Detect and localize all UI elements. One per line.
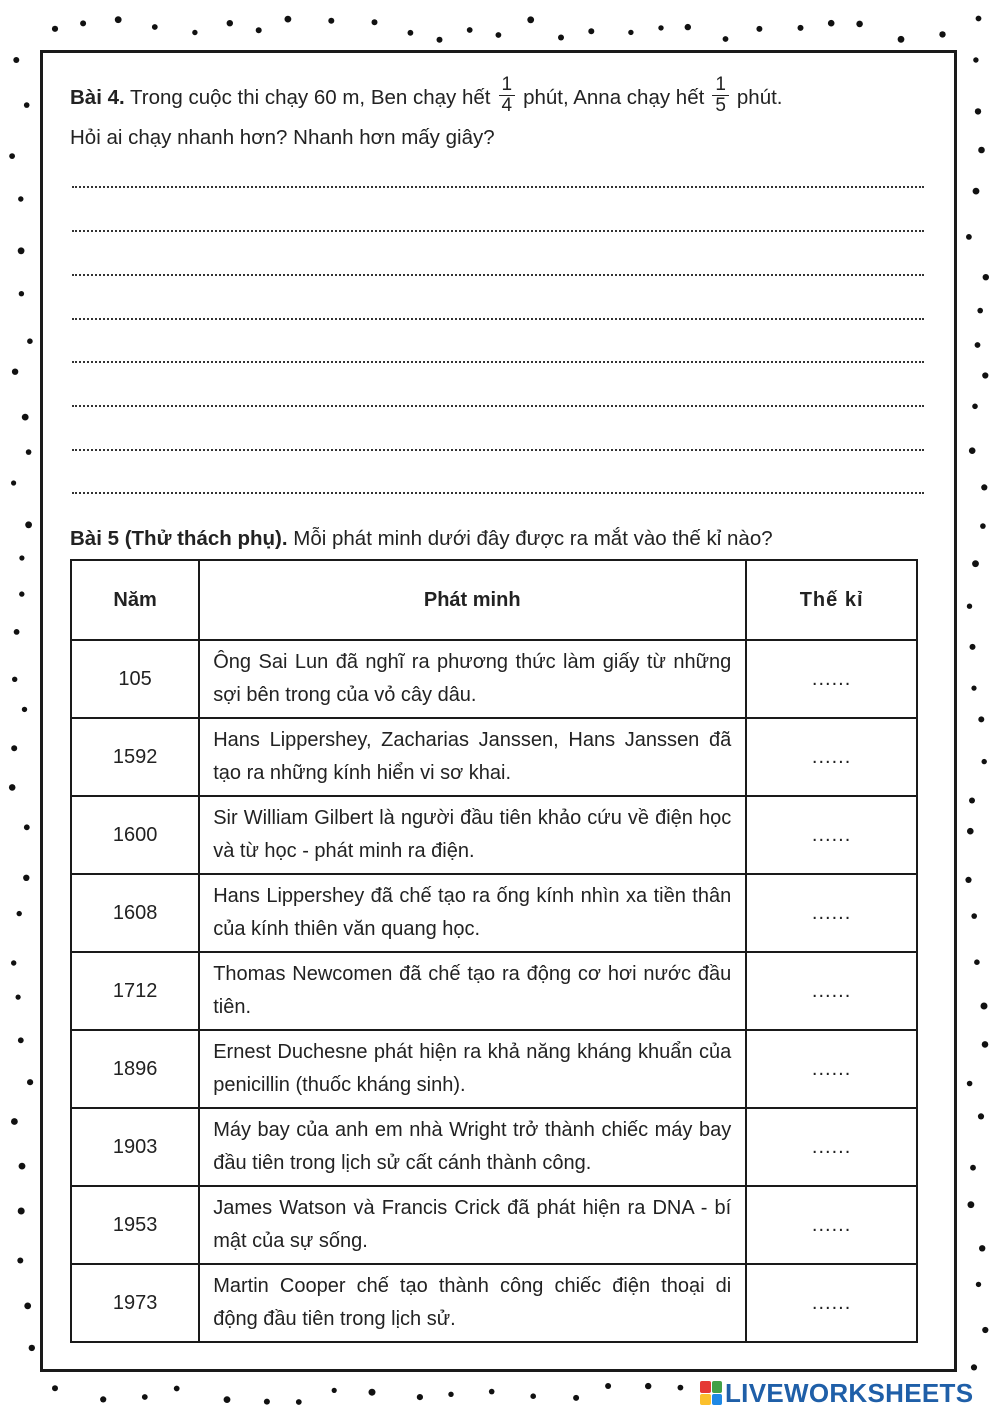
decorative-dot (588, 28, 594, 34)
logo-badge-tile (712, 1381, 723, 1393)
decorative-dot (24, 824, 30, 830)
decorative-dot (11, 480, 16, 485)
decorative-dot (18, 247, 25, 254)
question-4-text-after: phút. (736, 85, 783, 109)
decorative-dot (981, 484, 987, 490)
question-4-line-1 (70, 74, 930, 119)
century-answer-field[interactable]: ...... (746, 1186, 917, 1264)
decorative-dot (52, 1385, 58, 1391)
question-4-text-before: Trong cuộc thi chạy 60 m, Ben chạy hết (130, 85, 491, 109)
decorative-dot (19, 1163, 26, 1170)
decorative-dot (24, 102, 30, 108)
decorative-dot (968, 1201, 975, 1208)
question-5-text: Mỗi phát minh dưới đây được ra mắt vào thế kỉ nào? (293, 527, 773, 550)
century-answer-field[interactable]: ...... (746, 1030, 917, 1108)
answer-line[interactable] (72, 230, 924, 232)
invention-cell: Martin Cooper chế tạo thành công chiếc điện thoại di động đầu tiên trong lịch sử. (199, 1264, 746, 1342)
table-row (71, 1264, 917, 1342)
decorative-dot (17, 911, 22, 916)
decorative-dot (192, 30, 197, 35)
century-answer-field[interactable]: ...... (746, 952, 917, 1030)
invention-cell: Máy bay của anh em nhà Wright trở thành chiếc máy bay đầu tiên trong lịch sử cất cánh thành công. (199, 1108, 746, 1186)
decorative-dot (971, 686, 976, 691)
decorative-dot (982, 372, 988, 378)
decorative-dot (26, 449, 32, 455)
decorative-dot (645, 1383, 651, 1389)
table-row (71, 1186, 917, 1264)
decorative-dot (448, 1392, 453, 1397)
decorative-dot (296, 1399, 302, 1405)
decorative-dot (12, 369, 18, 375)
year-cell: 105 (71, 640, 199, 718)
answer-line[interactable] (72, 361, 924, 363)
century-answer-field[interactable]: ...... (746, 1264, 917, 1342)
answer-line[interactable] (72, 405, 924, 407)
year-cell: 1953 (71, 1186, 199, 1264)
decorative-dot (115, 16, 122, 23)
question-4-label: Bài 4. (70, 85, 125, 109)
decorative-dot (22, 707, 27, 712)
decorative-dot (628, 30, 633, 35)
decorative-dot (27, 338, 33, 344)
decorative-dot (467, 27, 473, 33)
decorative-dot (965, 877, 971, 883)
decorative-dot (527, 16, 534, 23)
decorative-dot (756, 26, 762, 32)
liveworksheets-logo[interactable] (700, 1378, 973, 1408)
decorative-dot (976, 1282, 981, 1287)
decorative-dot (976, 16, 982, 22)
decorative-dot (975, 342, 981, 348)
decorative-dot (723, 36, 729, 42)
decorative-dot (417, 1394, 423, 1400)
decorative-dot (678, 1385, 684, 1391)
decorative-dot (982, 1327, 988, 1333)
answer-line[interactable] (72, 492, 924, 494)
decorative-dot (898, 36, 905, 43)
decorative-dot (966, 234, 972, 240)
answer-line[interactable] (72, 318, 924, 320)
answer-line[interactable] (72, 274, 924, 276)
decorative-dot (939, 31, 945, 37)
decorative-dot (973, 57, 978, 62)
decorative-dot (828, 20, 835, 27)
decorative-dot (967, 604, 972, 609)
inventions-table (70, 559, 918, 1343)
header-century: Thế kỉ (746, 560, 917, 640)
decorative-dot (972, 560, 979, 567)
decorative-dot (971, 913, 977, 919)
table-row (71, 796, 917, 874)
decorative-dot (982, 759, 987, 764)
decorative-dot (573, 1395, 579, 1401)
header-year: Năm (71, 560, 199, 640)
decorative-dot (27, 1079, 33, 1085)
invention-cell: James Watson và Francis Crick đã phát hiện ra DNA - bí mật của sự sống. (199, 1186, 746, 1264)
decorative-dot (80, 20, 86, 26)
table-row (71, 718, 917, 796)
decorative-dot (530, 1393, 536, 1399)
decorative-dot (978, 147, 985, 154)
century-answer-field[interactable]: ...... (746, 796, 917, 874)
decorative-dot (967, 1081, 973, 1087)
decorative-dot (605, 1383, 611, 1389)
year-cell: 1592 (71, 718, 199, 796)
decorative-dot (978, 1113, 984, 1119)
table-row (71, 952, 917, 1030)
year-cell: 1712 (71, 952, 199, 1030)
question-5-label: Bài 5 (Thử thách phụ). (70, 527, 288, 550)
logo-badge-icon (700, 1381, 722, 1405)
decorative-dot (11, 960, 16, 965)
decorative-dot (18, 1208, 25, 1215)
logo-badge-tile (700, 1381, 711, 1393)
decorative-dot (22, 414, 29, 421)
decorative-dot (982, 1041, 989, 1048)
invention-cell: Sir William Gilbert là người đầu tiên khảo cứu về điện học và từ học - phát minh ra điện. (199, 796, 746, 874)
fraction-one-quarter: $\frac{1}{4}$ (499, 75, 516, 116)
invention-cell: Ông Sai Lun đã nghĩ ra phương thức làm giấy từ những sợi bên trong của vỏ cây dâu. (199, 640, 746, 718)
decorative-dot (973, 188, 980, 195)
decorative-dot (52, 26, 58, 32)
logo-text: LIVEWORKSHEETS (725, 1377, 974, 1408)
logo-badge-tile (700, 1394, 711, 1406)
decorative-dot (658, 25, 663, 30)
year-cell: 1608 (71, 874, 199, 952)
decorative-dot (437, 37, 443, 43)
century-answer-field[interactable]: ...... (746, 1108, 917, 1186)
fraction-one-fifth: $\frac{1}{5}$ (712, 75, 729, 116)
year-cell: 1973 (71, 1264, 199, 1342)
decorative-dot (12, 677, 17, 682)
century-answer-field[interactable]: ...... (746, 640, 917, 718)
question-4-text-mid: phút, Anna chạy hết (523, 85, 705, 109)
invention-cell: Thomas Newcomen đã chế tạo ra động cơ hơi nước đầu tiên. (199, 952, 746, 1030)
header-invention: Phát minh (199, 560, 746, 640)
decorative-dot (227, 20, 233, 26)
decorative-dot (23, 875, 29, 881)
decorative-dot (489, 1389, 495, 1395)
decorative-dot (142, 1394, 148, 1400)
decorative-dot (983, 274, 989, 280)
decorative-dot (16, 995, 21, 1000)
year-cell: 1600 (71, 796, 199, 874)
decorative-dot (29, 1345, 35, 1351)
decorative-dot (369, 1389, 376, 1396)
decorative-dot (974, 959, 980, 965)
decorative-dot (152, 24, 158, 30)
decorative-dot (224, 1396, 231, 1403)
question-5 (70, 524, 930, 554)
decorative-dot (969, 798, 975, 804)
decorative-dot (969, 447, 976, 454)
decorative-dot (285, 16, 292, 23)
decorative-dot (18, 1037, 24, 1043)
decorative-dot (13, 57, 19, 63)
decorative-dot (24, 1303, 31, 1310)
decorative-dot (971, 1364, 977, 1370)
decorative-dot (11, 1118, 18, 1125)
table-row (71, 1108, 917, 1186)
question-4 (70, 74, 930, 157)
decorative-dot (9, 784, 16, 791)
logo-badge-tile (712, 1394, 723, 1406)
decorative-dot (978, 716, 984, 722)
invention-cell: Ernest Duchesne phát hiện ra khả năng kháng khuẩn của penicillin (thuốc kháng sinh). (199, 1030, 746, 1108)
decorative-dot (979, 1245, 985, 1251)
decorative-dot (981, 1003, 988, 1010)
decorative-dot (25, 521, 32, 528)
decorative-dot (685, 24, 691, 30)
answer-line[interactable] (72, 449, 924, 451)
decorative-dot (18, 196, 23, 201)
decorative-dot (408, 30, 414, 36)
decorative-dot (19, 555, 24, 560)
decorative-dot (19, 591, 24, 596)
table-row (71, 640, 917, 718)
decorative-dot (174, 1386, 180, 1392)
decorative-dot (798, 25, 804, 31)
decorative-dot (972, 404, 978, 410)
decorative-dot (977, 308, 983, 314)
year-cell: 1903 (71, 1108, 199, 1186)
year-cell: 1896 (71, 1030, 199, 1108)
decorative-dot (17, 1258, 23, 1264)
table-row (71, 874, 917, 952)
table-row (71, 1030, 917, 1108)
decorative-dot (558, 35, 564, 41)
decorative-dot (264, 1399, 270, 1405)
century-answer-field[interactable]: ...... (746, 874, 917, 952)
decorative-dot (970, 1165, 976, 1171)
century-answer-field[interactable]: ...... (746, 718, 917, 796)
decorative-dot (14, 629, 20, 635)
decorative-dot (328, 18, 334, 24)
answer-line[interactable] (72, 186, 924, 188)
decorative-dot (11, 745, 17, 751)
invention-cell: Hans Lippershey, Zacharias Janssen, Hans Janssen đã tạo ra những kính hiển vi sơ khai. (199, 718, 746, 796)
decorative-dot (256, 27, 262, 33)
decorative-dot (19, 291, 24, 296)
invention-cell: Hans Lippershey đã chế tạo ra ống kính nhìn xa tiền thân của kính thiên văn quang học. (199, 874, 746, 952)
decorative-dot (9, 153, 15, 159)
decorative-dot (980, 523, 986, 529)
decorative-dot (975, 108, 981, 114)
decorative-dot (372, 19, 378, 25)
decorative-dot (856, 21, 863, 28)
decorative-dot (332, 1388, 337, 1393)
decorative-dot (970, 644, 976, 650)
decorative-dot (496, 32, 502, 38)
decorative-dot (967, 828, 974, 835)
table-header-row (71, 560, 917, 640)
question-4-line-2: Hỏi ai chạy nhanh hơn? Nhanh hơn mấy giây? (70, 126, 495, 149)
decorative-dot (100, 1396, 106, 1402)
